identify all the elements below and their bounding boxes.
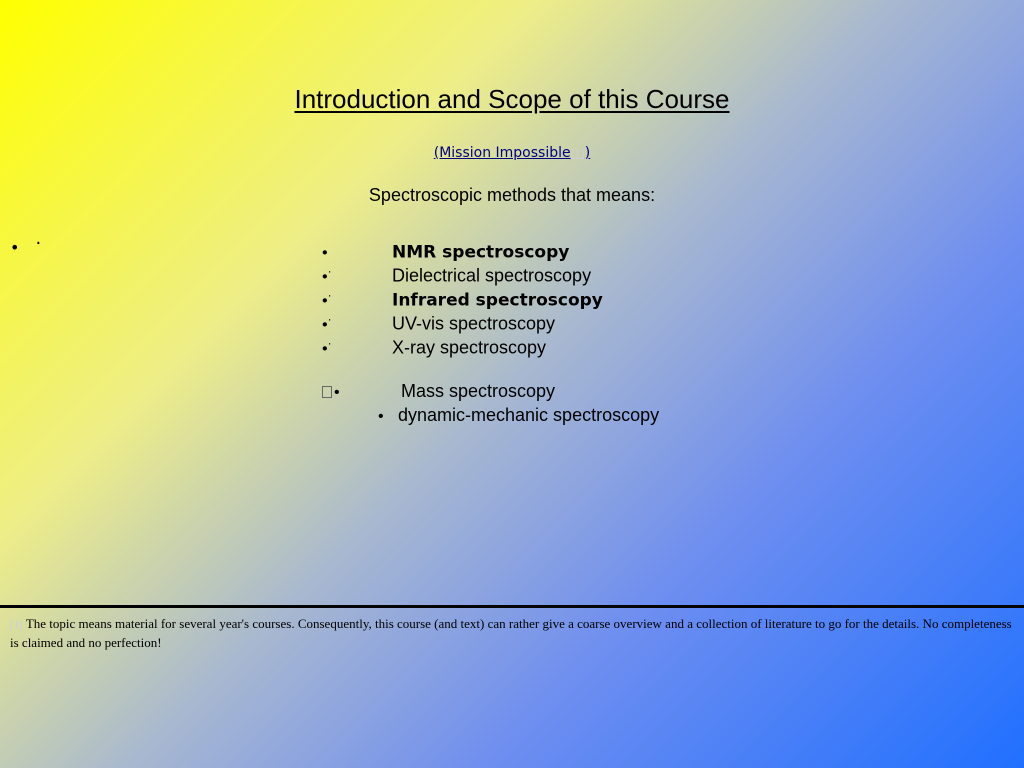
slide-title: Introduction and Scope of this Course (294, 84, 730, 114)
footnote-divider (0, 605, 1024, 608)
method-label: NMR spectroscopy (392, 242, 570, 263)
left-dot-glyph: · (35, 233, 42, 254)
method-label: Mass spectroscopy (401, 381, 556, 401)
intro-text: Spectroscopic methods that means: (368, 185, 656, 205)
subtitle (0, 145, 1024, 161)
method-item-mass (322, 379, 659, 403)
left-bullet-glyph: • (10, 238, 20, 257)
bullet-icon: • (322, 244, 328, 262)
method-label: dynamic-mechanic spectroscopy (398, 405, 660, 425)
subtitle-text: (Mission Impossible (433, 145, 571, 161)
footnote-text: The topic means material for several year's courses. Consequently, this course (and text) can rather give a coarse overview and a collection of literature to go for the details. No completeness is claimed and no perfection! (10, 616, 1012, 650)
left-stray-bullet (10, 233, 41, 257)
missing-glyph-icon (322, 386, 332, 398)
mission-impossible-link[interactable] (434, 145, 591, 161)
method-item-dynamic-mechanic (322, 403, 659, 427)
footnote (10, 615, 1018, 651)
bullet-icon: •· (322, 336, 332, 358)
method-label: Infrared spectroscopy (392, 290, 603, 311)
method-item-uv-vis (322, 307, 659, 334)
method-item-dielectrical (322, 259, 659, 286)
method-label: UV-vis spectroscopy (392, 313, 556, 334)
method-label: X-ray spectroscopy (392, 337, 547, 358)
method-item-xray (322, 331, 659, 358)
method-list (322, 235, 659, 427)
bullet-icon: •· (322, 264, 332, 286)
bullet-icon: •· (322, 312, 332, 334)
method-item-nmr (322, 235, 659, 263)
bullet-icon: •· (322, 288, 332, 310)
subtitle-close: ) (584, 145, 591, 161)
bullet-icon: • (322, 381, 401, 405)
footnote-marker[interactable]: [1] (10, 619, 23, 631)
bullet-icon: • (378, 408, 384, 425)
footnote-ref-link[interactable]: [1] (570, 149, 585, 160)
method-item-infrared (322, 283, 659, 311)
method-label: Dielectrical spectroscopy (392, 265, 592, 286)
